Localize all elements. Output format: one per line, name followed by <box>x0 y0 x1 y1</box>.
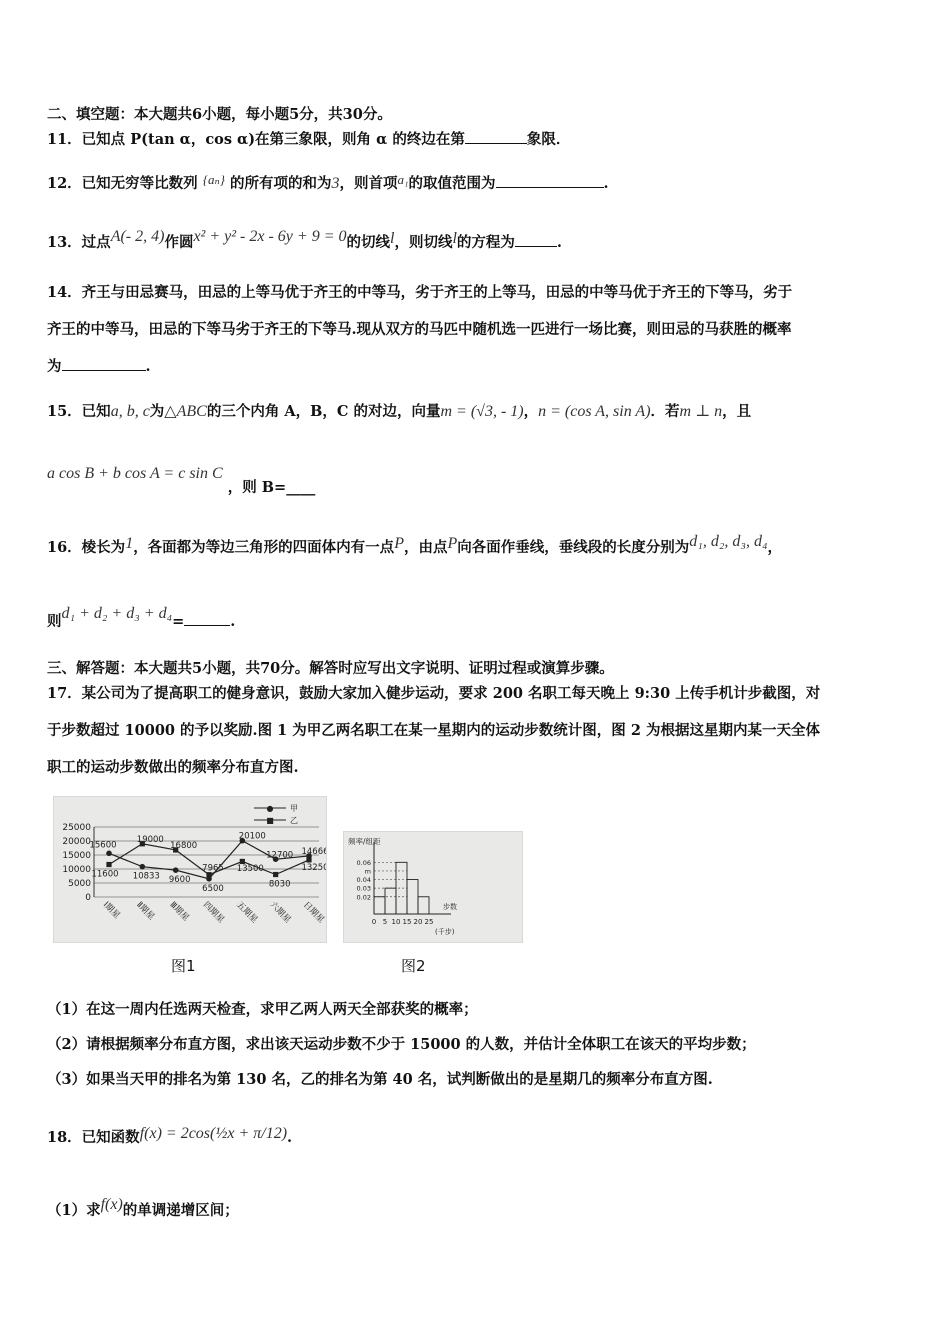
data-label: 12700 <box>266 850 294 861</box>
q15-triangle: △ABC <box>164 403 207 420</box>
figure-1-line-chart <box>53 796 327 943</box>
q12-a1: a₁ <box>397 172 409 187</box>
q18-end: . <box>287 1129 293 1146</box>
q12-text-b: 的所有项的和为 <box>229 175 332 192</box>
x-tick-label: 日期星 <box>300 900 326 926</box>
question-14-line2: 齐王的中等马，田忌的下等马劣于齐王的下等马.现从双方的马匹中随机选一匹进行一场比赛，则田忌的马获胜的概率 <box>47 321 792 338</box>
q12-sum: 3 <box>331 175 340 192</box>
q15-text-b: 为 <box>149 403 165 420</box>
q13-l2: l <box>452 230 457 247</box>
q14-blank <box>62 369 146 371</box>
question-14-line3 <box>47 355 151 376</box>
q16-distances: d₁, d₂, d₃, d₄ <box>689 533 768 550</box>
data-label: 7965 <box>202 863 224 874</box>
q15-text: 15．已知 <box>47 403 111 420</box>
x-tick-label: 25 <box>424 918 434 926</box>
q16-edge: 1 <box>125 535 134 552</box>
q16-text-e: ， <box>767 539 782 556</box>
y-tick-label: 20000 <box>62 837 91 847</box>
y-tick-label: m <box>364 867 371 876</box>
q11-tail: 象限． <box>526 131 571 148</box>
q13-text-e: 的方程为 <box>456 234 515 251</box>
q16-then: 则 <box>47 613 62 630</box>
q11-blank <box>465 142 527 144</box>
x-axis-unit: (千步) <box>435 928 455 936</box>
q13-circle: x² + y² - 2x - 6y + 9 = 0 <box>193 228 347 245</box>
data-point <box>173 867 179 873</box>
q15-abc: a, b, c <box>110 403 150 420</box>
x-tick-label: 15 <box>402 918 412 926</box>
x-tick-label: 20 <box>413 918 423 926</box>
q16-text-d: 向各面作垂线，垂线段的长度分别为 <box>457 539 690 556</box>
x-tick-label: 10 <box>391 918 401 926</box>
question-17-line3: 职工的运动步数做出的频率分布直方图. <box>47 759 299 776</box>
y-tick-label: 0.03 <box>356 884 371 893</box>
data-point <box>106 862 111 867</box>
y-tick-label: 25000 <box>62 823 91 833</box>
q12-blank <box>496 186 604 188</box>
x-tick-label: Ⅰ期星 <box>100 900 122 921</box>
data-point <box>106 851 112 857</box>
legend-label: 甲 <box>290 804 298 813</box>
question-17-part1: （1）在这一周内任选两天检查，求甲乙两人两天全部获奖的概率； <box>47 1001 478 1018</box>
figure-1-svg <box>54 797 326 942</box>
q16-p1: P <box>394 535 404 552</box>
q16-p2: P <box>447 535 458 552</box>
section-2-header: 二、填空题：本大题共6小题，每小题5分，共30分。 <box>47 106 392 123</box>
question-15 <box>47 400 751 421</box>
q15-text-c: 的三个内角 A，B，C 的对边，向量 <box>206 403 441 420</box>
legend-marker: ■ <box>266 816 274 825</box>
q13-end: . <box>556 234 562 251</box>
q13-text-b: 作圆 <box>164 234 194 251</box>
q12-end: . <box>603 175 609 192</box>
q18-text: 18．已知函数 <box>47 1129 140 1146</box>
question-11 <box>47 128 570 149</box>
q12-text-d: 的取值范围为 <box>408 175 496 192</box>
legend-label: 乙 <box>290 816 298 825</box>
q15-vector-n: n = (cos A, sin A) <box>538 403 651 420</box>
histogram-bar <box>407 880 418 914</box>
q16-blank <box>184 624 230 626</box>
data-label: 8030 <box>268 879 291 890</box>
figure-2-caption: 图2 <box>401 957 426 975</box>
x-tick-label: Ⅲ期星 <box>167 900 191 924</box>
y-tick-label: 5000 <box>68 879 91 889</box>
y-tick-label: 0.06 <box>356 858 371 867</box>
question-13 <box>47 228 562 252</box>
q18-fx: f(x) <box>100 1196 123 1213</box>
question-17-part3: （3）如果当天甲的排名为第 130 名，乙的排名为第 40 名，试判断做出的是星期几的频率分布直方图. <box>47 1071 713 1088</box>
q13-text-d: ，则切线 <box>394 234 453 251</box>
question-14-line1: 14．齐王与田忌赛马，田忌的上等马优于齐王的中等马，劣于齐王的上等马，田忌的中等马优于齐王的下等马，劣于 <box>47 284 793 301</box>
data-label: 13250 <box>301 862 326 873</box>
q15-condition: a cos B + b cos A = c sin C <box>47 465 223 482</box>
figure-1-caption: 图1 <box>171 957 196 975</box>
y-tick-label: 0.04 <box>356 876 371 885</box>
question-12 <box>47 172 609 193</box>
q16-text-b: ，各面都为等边三角形的四面体内有一点 <box>133 539 395 556</box>
y-tick-label: 0 <box>85 893 91 903</box>
q16-eq: = <box>172 613 185 630</box>
figure-2-svg <box>344 832 522 942</box>
q15-vector-m: m = (√3, - 1) <box>440 403 524 420</box>
data-point <box>140 864 146 870</box>
data-label: 10833 <box>132 871 160 882</box>
q18-p1-text: （1）求 <box>47 1202 101 1219</box>
q13-text: 13．过点 <box>47 234 111 251</box>
data-label: 19000 <box>136 834 164 845</box>
q18-function: f(x) = 2cos(½x + π/12) <box>139 1125 288 1142</box>
data-label: 6500 <box>202 883 224 894</box>
x-tick-label: 五期星 <box>234 900 260 926</box>
q15-perp: m ⊥ n <box>679 403 723 420</box>
y-tick-label: 15000 <box>62 851 91 861</box>
data-label: 13500 <box>236 864 264 875</box>
question-17-line2: 于步数超过 10000 的予以奖励.图 1 为甲乙两名职工在某一星期内的运动步数统计图，图 2 为根据这星期内某一天全体 <box>47 722 820 739</box>
x-axis-label: 步数 <box>443 903 457 911</box>
y-tick-label: 10000 <box>62 865 91 875</box>
histogram-bar <box>418 897 429 914</box>
q15-comma: ， <box>523 403 539 420</box>
x-tick-label: 四期星 <box>200 900 226 926</box>
q15-text-d: ．若 <box>650 403 680 420</box>
q11-text: 11．已知点 P(tan α，cos α)在第三象限，则角 α 的终边在第 <box>47 131 465 148</box>
question-16-line2 <box>47 605 235 631</box>
question-17-line1: 17．某公司为了提高职工的健身意识，鼓励大家加入健步运动，要求 200 名职工每天晚上 9:30 上传手机计步截图，对 <box>47 685 821 702</box>
q15-text-f: ，则 B= <box>227 479 287 496</box>
data-label: 15600 <box>89 840 117 851</box>
q12-text-c: ，则首项 <box>339 175 398 192</box>
section-3-header: 三、解答题：本大题共5小题，共70分。解答时应写出文字说明、证明过程或演算步骤。 <box>47 660 614 677</box>
q14-end: . <box>145 358 151 375</box>
question-18-part1 <box>47 1196 239 1220</box>
q13-l1: l <box>390 230 395 247</box>
q18-p1-tail: 的单调递增区间； <box>122 1202 239 1219</box>
q15-text-e: ，且 <box>722 403 752 420</box>
x-tick-label: 0 <box>371 918 377 926</box>
question-18 <box>47 1125 292 1147</box>
question-15-line2 <box>47 462 316 496</box>
q13-point: A(- 2, 4) <box>110 228 165 245</box>
q12-sequence: {aₙ} <box>202 172 225 187</box>
histogram-bar <box>374 897 385 914</box>
data-label: 16800 <box>170 840 198 851</box>
data-point <box>273 872 278 877</box>
x-tick-label: Ⅱ期星 <box>134 900 157 923</box>
q16-text-c: ，由点 <box>403 539 448 556</box>
question-16 <box>47 533 782 557</box>
data-label: 11600 <box>91 869 119 880</box>
q14-text: 为 <box>47 358 62 375</box>
data-label: 9600 <box>168 875 191 886</box>
q13-text-c: 的切线 <box>346 234 390 251</box>
q16-sum: d₁ + d₂ + d₃ + d₄ <box>61 605 173 622</box>
q13-blank <box>515 245 557 247</box>
data-label: 20100 <box>238 831 266 842</box>
q12-text: 12．已知无穷等比数列 <box>47 175 198 192</box>
histogram-bar <box>396 862 407 914</box>
question-17-part2: （2）请根据频率分布直方图，求出该天运动步数不少于 15000 的人数，并估计全体职工在该天的平均步数； <box>47 1036 756 1053</box>
x-tick-label: 5 <box>382 918 388 926</box>
q16-end: . <box>230 613 236 630</box>
y-axis-label: 频率/组距 <box>348 837 381 846</box>
q15-blank: ____ <box>286 479 316 496</box>
legend-marker: ● <box>266 804 274 813</box>
figure-2-histogram <box>343 831 523 943</box>
histogram-bar <box>385 888 396 914</box>
data-point <box>306 857 311 862</box>
q16-text: 16．棱长为 <box>47 539 126 556</box>
x-tick-label: 六期星 <box>267 900 293 926</box>
data-label: 14666 <box>301 846 326 857</box>
y-tick-label: 0.02 <box>356 893 371 902</box>
